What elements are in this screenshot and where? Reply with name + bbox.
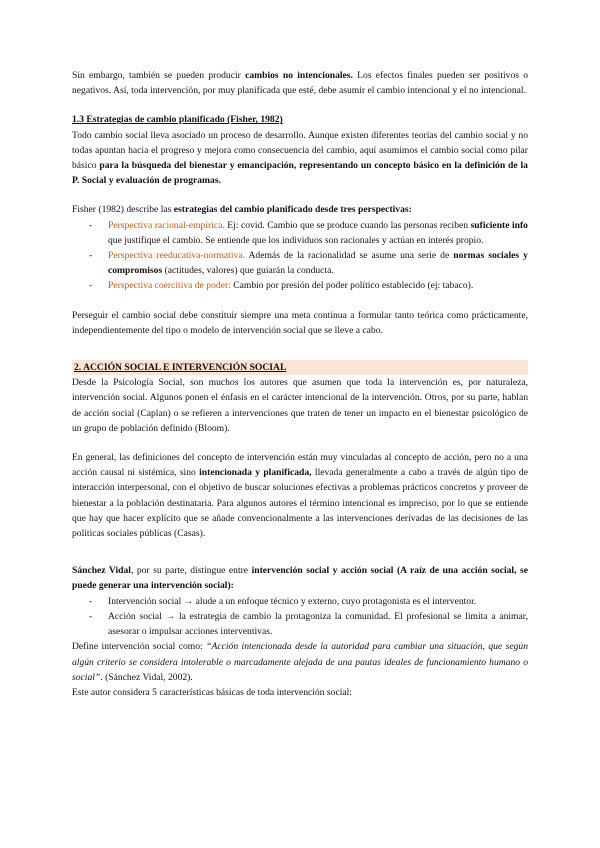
perspectives-list <box>72 218 528 294</box>
list-item: - Intervención social → alude a un enfoque técnico y externo, cuyo protagonista es el interventor. <box>72 594 528 609</box>
section-1-3-paragraph-2: Fisher (1982) describe las estrategias del cambio planificado desde tres perspectivas: <box>72 204 412 216</box>
definition-paragraph: Define intervención social como: “Acción intencionada desde la autoridad para cambiar una situación, que según algún criterio se considera intolerable o marcadamente alejada de una pautas ideales de funcionamiento humano o social”. (Sánchez Vidal, 2002). <box>72 641 528 683</box>
section-1-3-paragraph-3: Perseguir el cambio social debe constituir siempre una meta continua a formular tanto teórica como prácticamente, independientemente del tipo o modelo de intervención social que se lleve a cabo. <box>72 309 528 336</box>
list-item: - Perspectiva racional-empírica. Ej: covid. Cambio que se produce cuando las personas reciben suficiente info que justifique el cambio. Se entiende que los individuos son racionales y actúan en interés propio. <box>72 218 528 248</box>
section-2-paragraph-2: En general, las definiciones del concepto de intervención están muy vinculadas al concepto de acción, pero no a una acción causal ni sistémica, sino intencionada y planificada, llevada generalmente a cabo a través de algún tipo de interacción interpersonal, con el objetivo de buscar soluciones efectivas a problemas prácticos concretos y proveer de bienestar a la población destinataria. Para algunos autores el término intencional es impreciso, por lo que se entiende que hay que hacer explícito que se añade convencionalmente a las intervenciones derivadas de las decisiones de las políticas sociales públicas (Casas). <box>72 452 528 540</box>
section-2-paragraph-1: Desde la Psicología Social, son muchos los autores que asumen que toda la intervención es, por naturaleza, intervención social. Algunos ponen el énfasis en el carácter intencional de la intervención. Otros, por su parte, hablan de acción social (Caplan) o se refieren a intervenciones que traten de tener un impacto en el bienestar psicológico de un grupo de población definido (Bloom). <box>72 377 528 434</box>
section-1-3-paragraph-1: Todo cambio social lleva asociado un proceso de desarrollo. Aunque existen diferentes teorías del cambio social y no todas apuntan hacia el progreso y mejora como consecuencia del cambio, aquí asumimos el cambio social como pilar básico para la búsqueda del bienestar y emancipación, representando un concepto básico en la definición de la P. Social y evaluación de programas. <box>72 129 528 187</box>
intervention-types-list <box>72 594 528 640</box>
section-1-3-heading: 1.3 Estrategias de cambio planificado (Fisher, 1982) <box>72 114 283 126</box>
section-2-paragraph-3: Sánchez Vidal, por su parte, distingue entre intervención social y acción social (A raíz de una acción social, se puede generar una intervención social): <box>72 565 528 592</box>
section-2-heading: 2. ACCIÓN SOCIAL E INTERVENCIÓN SOCIAL <box>72 360 528 375</box>
list-item: - Perspectiva coercitiva de poder: Cambio por presión del poder político establecido (ej: tabaco). <box>72 278 528 293</box>
list-item: - Perspectiva reeducativa-normativa. Además de la racionalidad se asume una serie de normas sociales y compromisos (actitudes, valores) que guiarán la conducta. <box>72 248 528 278</box>
section-2-paragraph-4: Este autor considera 5 características básicas de toda intervención social: <box>72 686 352 698</box>
list-item: - Acción social → la estrategia de cambio la protagoniza la comunidad. El profesional se limita a animar, asesorar o impulsar acciones interventivas. <box>72 609 528 639</box>
intro-paragraph: Sin embargo, también se pueden producir cambios no intencionales. Los efectos finales pueden ser positivos o negativos. Así, toda intervención, por muy planificada que esté, debe asumir el cambio intencional y el no intencional. <box>72 70 528 97</box>
